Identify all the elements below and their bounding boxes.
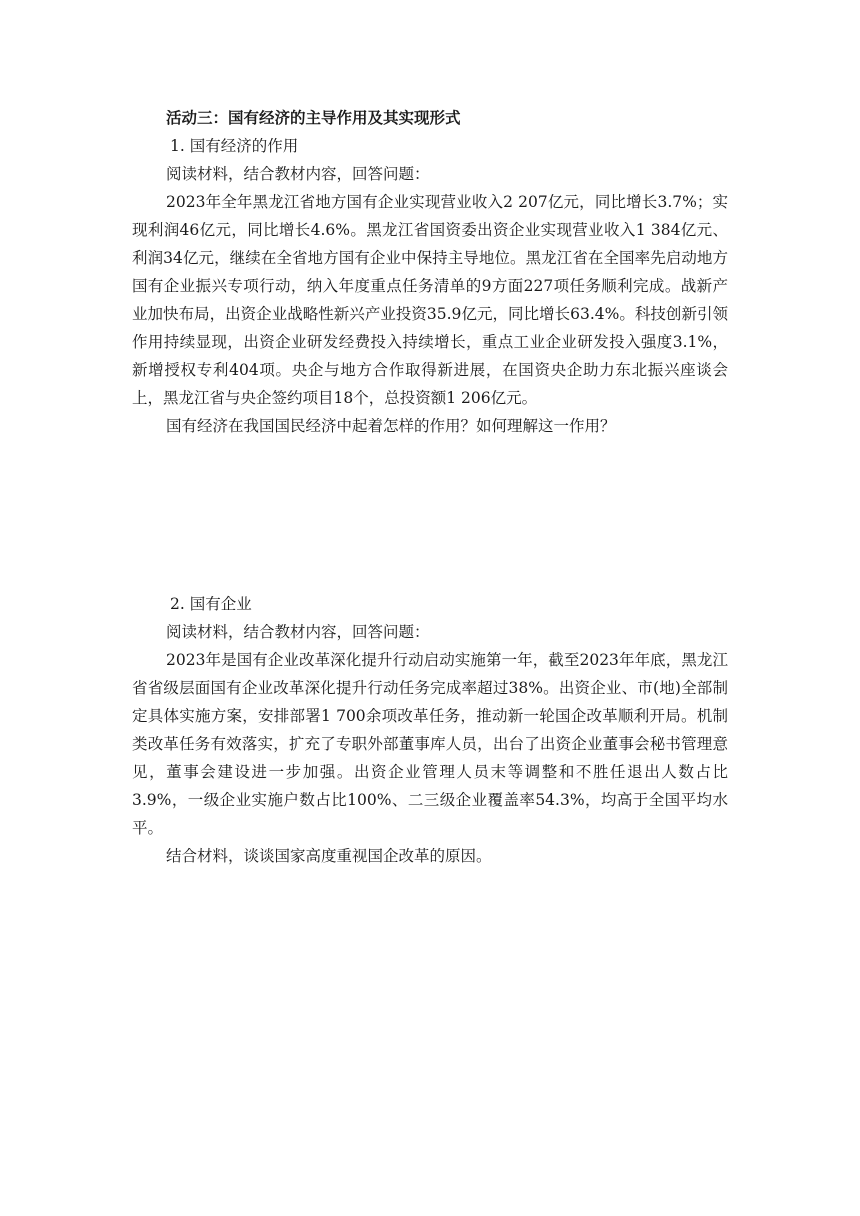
- section-2-question: 结合材料，谈谈国家高度重视国企改革的原因。: [166, 847, 492, 865]
- answer-space-1: [132, 440, 728, 590]
- section-2-instruction: 阅读材料，结合教材内容，回答问题：: [166, 623, 430, 641]
- section-2-material: 2023年是国有企业改革深化提升行动启动实施第一年，截至2023年年底，黑龙江省省级层面国有企业改革深化提升行动任务完成率超过38%。出资企业、市(地)全部制定具体实施方案，安排部署1 700余项改革任务，推动新一轮国企改革顺利开局。机制类改革任务有效落实，扩充了专职外部董事库人员，出台了出资企业董事会秘书管理意见，董事会建设进一步加强。出资企业管理人员末等调整和不胜任退出人数占比3.9%，一级企业实施户数占比100%、二三级企业覆盖率54.3%，均高于全国平均水平。: [132, 651, 728, 837]
- section-1-question: 国有经济在我国国民经济中起着怎样的作用？如何理解这一作用？: [166, 417, 616, 435]
- section-2-heading: 2. 国有企业: [170, 595, 252, 613]
- activity-title: 活动三：国有经济的主导作用及其实现形式: [166, 109, 461, 127]
- section-1-material: 2023年全年黑龙江省地方国有企业实现营业收入2 207亿元，同比增长3.7%；实现利润46亿元，同比增长4.6%。黑龙江省国资委出资企业实现营业收入1 384亿元、利润34亿元，继续在全省地方国有企业中保持主导地位。黑龙江省在全国率先启动地方国有企业振兴专项行动，纳入年度重点任务清单的9方面227项任务顺利完成。战新产业加快布局，出资企业战略性新兴产业投资35.9亿元，同比增长63.4%。科技创新引领作用持续显现，出资企业研发经费投入持续增长，重点工业企业研发投入强度3.1%，新增授权专利404项。央企与地方合作取得新进展，在国资央企助力东北振兴座谈会上，黑龙江省与央企签约项目18个，总投资额1 206亿元。: [132, 193, 728, 407]
- page-content: [132, 104, 728, 870]
- section-1-instruction: 阅读材料，结合教材内容，回答问题：: [166, 165, 430, 183]
- section-1-heading: 1. 国有经济的作用: [170, 137, 299, 155]
